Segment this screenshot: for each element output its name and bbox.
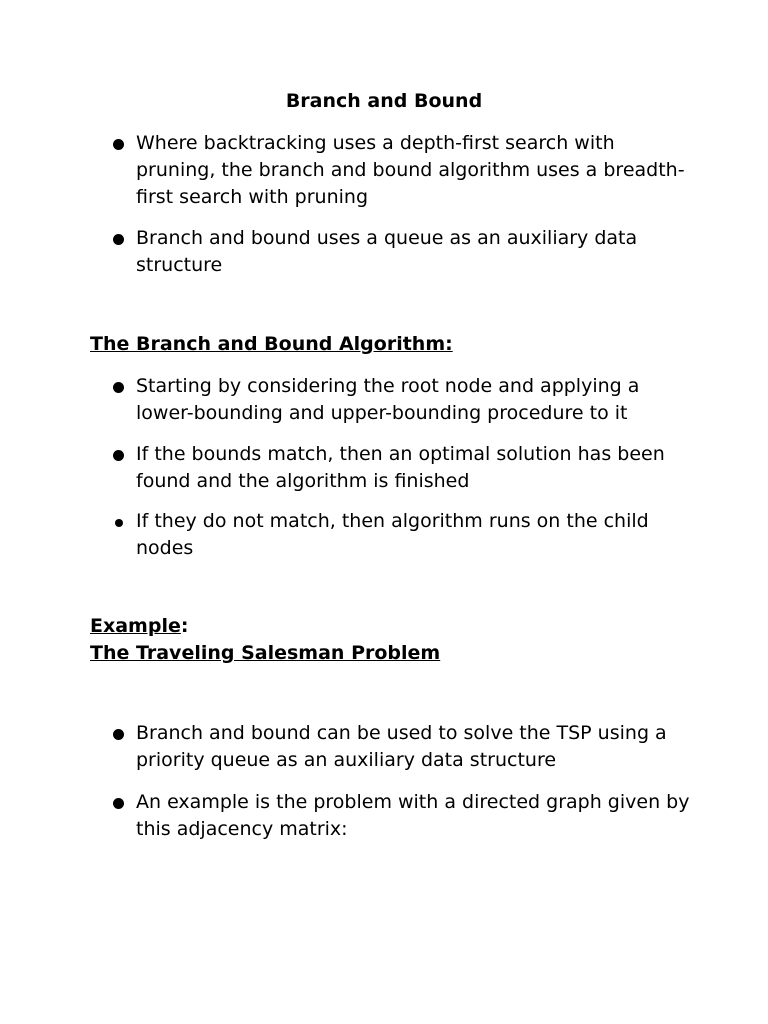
bullet-root-node: Starting by considering the root node and applying a lower-bounding and upper-bounding procedure to it (136, 373, 696, 427)
bullet-bounds-mismatch: If they do not match, then algorithm runs on the child nodes (136, 508, 696, 562)
example-subtitle-text: The Traveling Salesman Problem (90, 642, 441, 664)
bullet-queue-structure: Branch and bound uses a queue as an auxiliary data structure (136, 225, 696, 279)
bullet-backtracking-vs-bnb: Where backtracking uses a depth-first search with pruning, the branch and bound algorithm uses a breadth-first search with pruning (136, 130, 696, 211)
bullet-bounds-match: If the bounds match, then an optimal solution has been found and the algorithm is finished (136, 441, 696, 495)
example-label: Example (90, 615, 181, 637)
algorithm-heading (90, 331, 453, 358)
algorithm-heading-text: The Branch and Bound Algorithm: (90, 333, 453, 355)
bullet-tsp-priority-queue: Branch and bound can be used to solve the TSP using a priority queue as an auxiliary data structure (136, 720, 696, 774)
example-heading (90, 613, 188, 640)
page-title: Branch and Bound (285, 90, 483, 112)
example-colon: : (180, 615, 189, 637)
bullet-adjacency-matrix: An example is the problem with a directed graph given by this adjacency matrix: (136, 789, 696, 843)
example-subtitle (90, 640, 440, 667)
